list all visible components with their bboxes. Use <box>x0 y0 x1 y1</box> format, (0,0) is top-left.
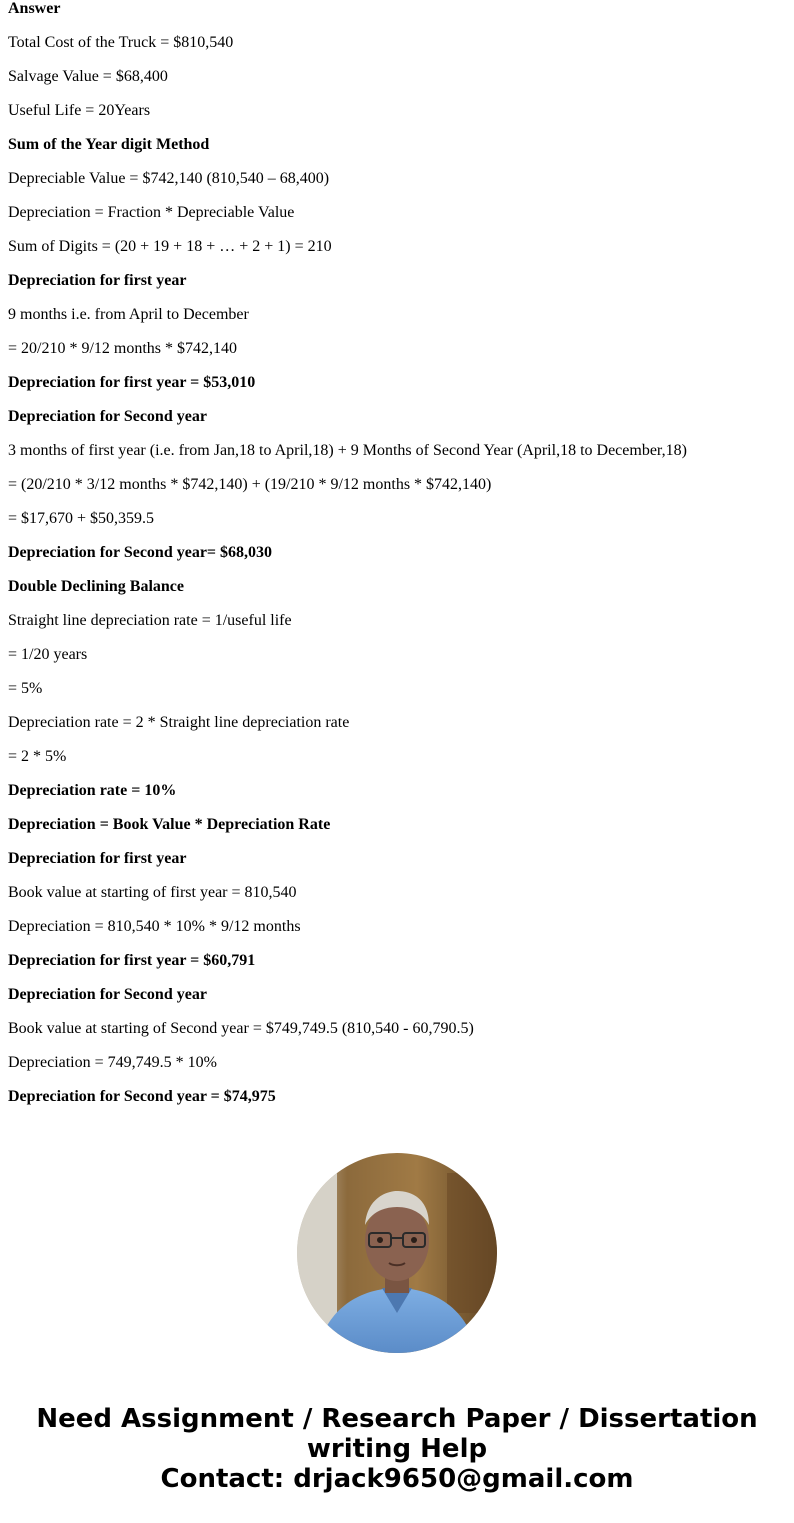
answer-heading-line: Depreciation = Book Value * Depreciation Rate <box>8 816 331 833</box>
answer-heading-line: Depreciation for Second year <box>8 408 207 425</box>
answer-heading-line: Depreciation for first year <box>8 272 187 289</box>
person-portrait-icon <box>297 1153 497 1353</box>
answer-text-line: 9 months i.e. from April to December <box>8 306 249 323</box>
answer-heading-line: Depreciation for Second year = $74,975 <box>8 1088 276 1105</box>
answer-text-line: Sum of Digits = (20 + 19 + 18 + … + 2 + 1) = 210 <box>8 238 332 255</box>
author-avatar <box>297 1153 497 1353</box>
answer-text-line: Book value at starting of first year = 810,540 <box>8 884 297 901</box>
answer-heading-line: Depreciation for first year = $53,010 <box>8 374 256 391</box>
answer-text-line: Straight line depreciation rate = 1/useful life <box>8 612 292 629</box>
answer-text-line: Salvage Value = $68,400 <box>8 68 168 85</box>
answer-content <box>8 0 786 1122</box>
answer-text-line: = (20/210 * 3/12 months * $742,140) + (19/210 * 9/12 months * $742,140) <box>8 476 492 493</box>
answer-heading-line: Depreciation for first year <box>8 850 187 867</box>
answer-text-line: Total Cost of the Truck = $810,540 <box>8 34 234 51</box>
answer-text-line: Depreciable Value = $742,140 (810,540 – 68,400) <box>8 170 330 187</box>
answer-heading-line: Depreciation for first year = $60,791 <box>8 952 256 969</box>
answer-text-line: Depreciation = Fraction * Depreciable Value <box>8 204 295 221</box>
help-contact-banner <box>0 1404 794 1494</box>
answer-text-line: 3 months of first year (i.e. from Jan,18 to April,18) + 9 Months of Second Year (April,18 to December,18) <box>8 442 687 459</box>
answer-text-line: = 2 * 5% <box>8 748 67 765</box>
answer-heading-line: Depreciation for Second year <box>8 986 207 1003</box>
answer-text-line: Book value at starting of Second year = $749,749.5 (810,540 - 60,790.5) <box>8 1020 474 1037</box>
answer-heading-line: Sum of the Year digit Method <box>8 136 210 153</box>
answer-text-line: Depreciation = 749,749.5 * 10% <box>8 1054 217 1071</box>
answer-heading-line: Answer <box>8 0 61 17</box>
answer-text-line: = 1/20 years <box>8 646 88 663</box>
answer-heading-line: Depreciation for Second year= $68,030 <box>8 544 273 561</box>
footer-contact-email: Contact: drjack9650@gmail.com <box>160 1464 634 1494</box>
answer-text-line: = 20/210 * 9/12 months * $742,140 <box>8 340 238 357</box>
footer-line-1: Need Assignment / Research Paper / Dissertation <box>36 1404 758 1434</box>
answer-text-line: Useful Life = 20Years <box>8 102 151 119</box>
answer-heading-line: Depreciation rate = 10% <box>8 782 177 799</box>
footer-line-2: writing Help <box>306 1434 488 1464</box>
answer-text-line: Depreciation rate = 2 * Straight line depreciation rate <box>8 714 350 731</box>
answer-heading-line: Double Declining Balance <box>8 578 185 595</box>
answer-text-line: Depreciation = 810,540 * 10% * 9/12 months <box>8 918 301 935</box>
answer-text-line: = 5% <box>8 680 43 697</box>
answer-text-line: = $17,670 + $50,359.5 <box>8 510 155 527</box>
